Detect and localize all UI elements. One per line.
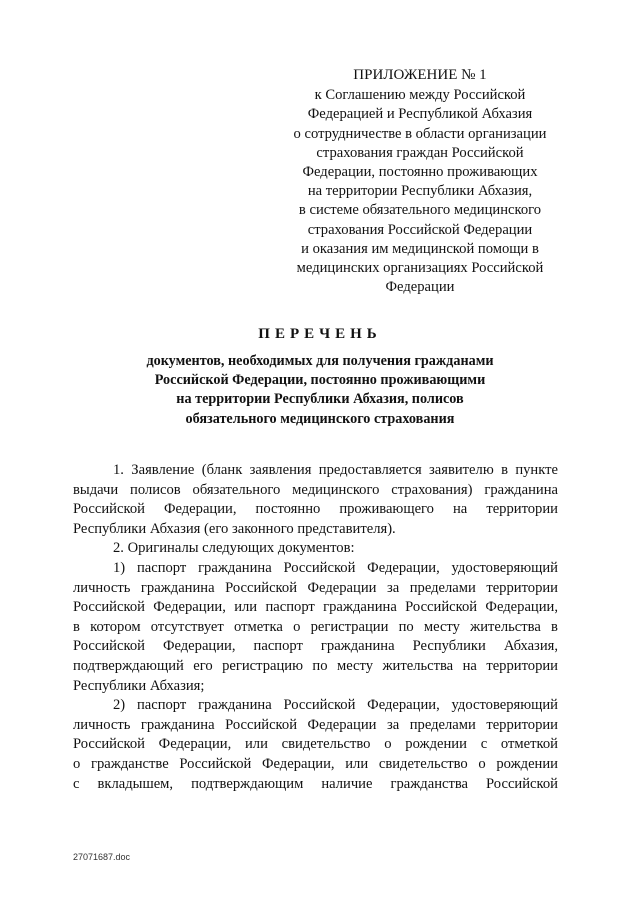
word: Федерации,	[163, 501, 237, 518]
subtitle-line: Российской Федерации, постоянно проживающими	[154, 372, 486, 389]
word: Абхазия,	[503, 638, 558, 655]
word: отметкой	[500, 736, 558, 753]
annex-line: страхования граждан Российской	[316, 144, 524, 161]
document-subtitle	[90, 352, 550, 429]
document-body	[73, 461, 558, 794]
word: Российской	[73, 638, 145, 655]
body-line: 1. Заявление (бланк заявления предоставляется заявителю в пункте	[113, 462, 558, 478]
file-name-footer: 27071687.doc	[73, 852, 131, 862]
body-line	[73, 775, 558, 795]
subtitle-line: обязательного медицинского страхования	[185, 410, 455, 427]
word: удостоверяющий	[451, 559, 558, 576]
annex-line: в системе обязательного медицинского	[298, 202, 542, 219]
word: Федерации,	[162, 638, 236, 655]
annex-line: страхования Российской Федерации	[307, 221, 533, 238]
word: о	[293, 618, 301, 635]
annex-heading: ПРИЛОЖЕНИЕ № 1	[353, 67, 487, 83]
word: Республики	[412, 638, 486, 655]
word: свидетельство	[281, 736, 371, 753]
annex-header	[270, 66, 570, 297]
word: о	[384, 736, 392, 753]
word: Российской	[73, 736, 145, 753]
word: постоянно	[255, 501, 321, 518]
body-line	[73, 696, 558, 716]
word: паспорт	[136, 697, 187, 714]
word: гражданина	[198, 559, 272, 576]
body-line: личность гражданина Российской Федерации за пределами территории	[73, 579, 558, 596]
body-line	[73, 500, 558, 520]
word: Российской	[73, 501, 145, 518]
annex-line: и оказания им медицинской помощи в	[301, 240, 539, 257]
word: регистрации	[310, 618, 389, 635]
annex-line: о сотрудничестве в области организации	[293, 125, 547, 142]
body-line	[73, 618, 558, 638]
word: отсутствует	[150, 618, 224, 635]
body-line: выдачи полисов обязательного медицинского страхования) гражданина	[73, 481, 558, 498]
word: в	[73, 618, 80, 635]
word: Российской	[486, 775, 558, 792]
word: подтверждающим	[191, 775, 304, 792]
annex-line: на территории Республики Абхазия,	[307, 183, 533, 200]
word: с	[480, 736, 488, 753]
word: гражданстве	[90, 755, 169, 772]
body-line	[73, 637, 558, 657]
body-line: Российской Федерации, или паспорт гражданина Российской Федерации,	[73, 599, 558, 616]
word: Федерации,	[261, 755, 335, 772]
body-line	[73, 559, 558, 579]
word: наличие	[321, 775, 373, 792]
subtitle-line: на территории Республики Абхазия, полисов	[176, 391, 464, 408]
word: свидетельство	[378, 755, 468, 772]
word: Федерации,	[367, 559, 440, 576]
word: на	[453, 501, 468, 518]
annex-line: Федерации, постоянно проживающих	[302, 164, 538, 181]
word: Российской	[179, 755, 252, 772]
word: 1)	[113, 559, 126, 576]
word: удостоверяющий	[451, 697, 558, 714]
word: вкладышем,	[97, 775, 174, 792]
body-line: 2. Оригиналы следующих документов:	[113, 540, 355, 557]
word: 2)	[113, 697, 126, 714]
word: о	[73, 755, 81, 772]
word: или	[345, 755, 369, 772]
word: паспорт	[136, 559, 187, 576]
document-title: ПЕРЕЧЕНЬ	[258, 326, 382, 342]
word: в	[551, 618, 558, 635]
body-line	[73, 755, 558, 775]
annex-line: Федерации	[385, 279, 455, 296]
annex-line: Федерацией и Республикой Абхазия	[307, 106, 533, 123]
word: по	[398, 618, 414, 635]
body-line	[73, 735, 558, 755]
word: проживающего	[339, 501, 434, 518]
word: гражданства	[390, 775, 469, 792]
paragraph-4	[73, 696, 558, 794]
paragraph-2	[73, 539, 558, 559]
body-line: подтверждающий его регистрацию по месту жительства на территории	[73, 657, 558, 674]
word: паспорт	[253, 638, 303, 655]
word: месту	[423, 618, 460, 635]
word: гражданина	[320, 638, 395, 655]
body-line: Республики Абхазия;	[73, 677, 205, 694]
word: Федерации,	[158, 736, 232, 753]
word: рождении	[405, 736, 467, 753]
word: или	[245, 736, 268, 753]
word: жительства	[470, 618, 541, 635]
paragraph-3	[73, 559, 558, 696]
word: рождении	[496, 755, 558, 772]
annex-line: к Соглашению между Российской	[314, 87, 526, 104]
subtitle-line: документов, необходимых для получения гражданами	[146, 353, 494, 369]
word: Российской	[283, 559, 356, 576]
word: с	[73, 775, 80, 792]
word: котором	[90, 618, 141, 635]
word: о	[478, 755, 486, 772]
word: территории	[486, 501, 558, 518]
body-line: личность гражданина Российской Федерации за пределами территории	[73, 716, 558, 733]
annex-line: медицинских организациях Российской	[296, 260, 544, 277]
word: Федерации,	[367, 697, 440, 714]
body-line: Республики Абхазия (его законного представителя).	[73, 520, 396, 537]
word: Российской	[283, 697, 356, 714]
word: гражданина	[198, 697, 272, 714]
word: отметка	[233, 618, 283, 635]
paragraph-1	[73, 461, 558, 539]
